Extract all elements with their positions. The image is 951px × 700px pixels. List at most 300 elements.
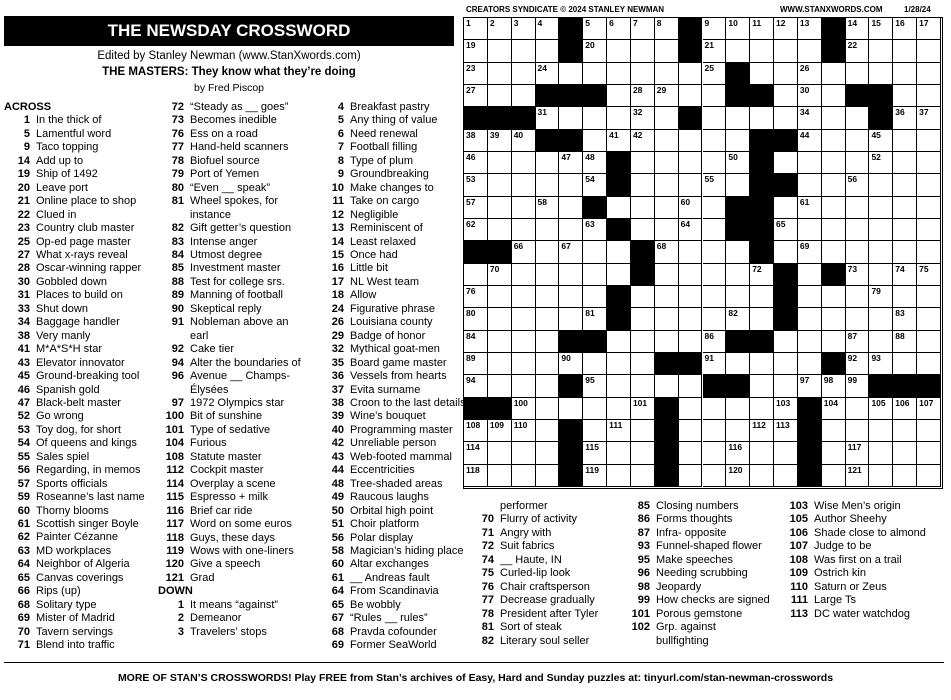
- grid-cell[interactable]: [488, 420, 512, 442]
- grid-cell[interactable]: [583, 219, 607, 241]
- grid-cell[interactable]: [655, 241, 679, 263]
- grid-cell[interactable]: [822, 420, 846, 442]
- grid-cell[interactable]: [822, 85, 846, 107]
- grid-cell[interactable]: [726, 241, 750, 263]
- grid-cell[interactable]: [917, 308, 941, 330]
- grid-cell[interactable]: [583, 465, 607, 487]
- grid-cell[interactable]: [536, 219, 560, 241]
- grid-cell[interactable]: [869, 420, 893, 442]
- grid-cell[interactable]: [774, 331, 798, 353]
- grid-cell[interactable]: [846, 264, 870, 286]
- grid-cell[interactable]: [488, 63, 512, 85]
- grid-cell[interactable]: [774, 353, 798, 375]
- grid-cell[interactable]: [703, 85, 727, 107]
- grid-cell[interactable]: [679, 308, 703, 330]
- grid-cell[interactable]: [631, 219, 655, 241]
- grid-cell[interactable]: [655, 18, 679, 40]
- grid-cell[interactable]: [655, 63, 679, 85]
- grid-cell[interactable]: [774, 219, 798, 241]
- grid-cell[interactable]: [488, 308, 512, 330]
- grid-cell[interactable]: [774, 107, 798, 129]
- grid-cell[interactable]: [798, 152, 822, 174]
- grid-cell[interactable]: [798, 286, 822, 308]
- grid-cell[interactable]: [774, 197, 798, 219]
- grid-cell[interactable]: [893, 63, 917, 85]
- grid-cell[interactable]: [512, 331, 536, 353]
- grid-cell[interactable]: [846, 18, 870, 40]
- grid-cell[interactable]: [703, 174, 727, 196]
- grid-cell[interactable]: [631, 420, 655, 442]
- grid-cell[interactable]: [559, 398, 583, 420]
- grid-cell[interactable]: [917, 40, 941, 62]
- grid-cell[interactable]: [512, 286, 536, 308]
- grid-cell[interactable]: [655, 152, 679, 174]
- grid-cell[interactable]: [631, 398, 655, 420]
- grid-cell[interactable]: [917, 241, 941, 263]
- grid-cell[interactable]: [536, 264, 560, 286]
- grid-cell[interactable]: [559, 107, 583, 129]
- grid-cell[interactable]: [583, 40, 607, 62]
- grid-cell[interactable]: [846, 353, 870, 375]
- grid-cell[interactable]: [917, 63, 941, 85]
- grid-cell[interactable]: [798, 308, 822, 330]
- grid-cell[interactable]: [750, 40, 774, 62]
- grid-cell[interactable]: [917, 331, 941, 353]
- grid-cell[interactable]: [536, 197, 560, 219]
- grid-cell[interactable]: [750, 398, 774, 420]
- grid-cell[interactable]: [917, 174, 941, 196]
- grid-cell[interactable]: [679, 420, 703, 442]
- grid-cell[interactable]: [822, 286, 846, 308]
- grid-cell[interactable]: [583, 174, 607, 196]
- grid-cell[interactable]: [655, 107, 679, 129]
- grid-cell[interactable]: [583, 420, 607, 442]
- grid-cell[interactable]: [774, 152, 798, 174]
- grid-cell[interactable]: [869, 130, 893, 152]
- grid-cell[interactable]: [679, 375, 703, 397]
- grid-cell[interactable]: [679, 286, 703, 308]
- grid-cell[interactable]: [536, 286, 560, 308]
- grid-cell[interactable]: [846, 398, 870, 420]
- grid-cell[interactable]: [798, 264, 822, 286]
- grid-cell[interactable]: [798, 375, 822, 397]
- grid-cell[interactable]: [917, 442, 941, 464]
- grid-cell[interactable]: [536, 442, 560, 464]
- grid-cell[interactable]: [869, 219, 893, 241]
- grid-cell[interactable]: [488, 264, 512, 286]
- grid-cell[interactable]: [774, 63, 798, 85]
- grid-cell[interactable]: [822, 465, 846, 487]
- grid-cell[interactable]: [893, 241, 917, 263]
- grid-cell[interactable]: [536, 241, 560, 263]
- grid-cell[interactable]: [726, 420, 750, 442]
- grid-cell[interactable]: [559, 174, 583, 196]
- grid-cell[interactable]: [631, 18, 655, 40]
- grid-cell[interactable]: [464, 40, 488, 62]
- grid-cell[interactable]: [655, 286, 679, 308]
- grid-cell[interactable]: [798, 174, 822, 196]
- grid-cell[interactable]: [750, 420, 774, 442]
- grid-cell[interactable]: [679, 219, 703, 241]
- grid-cell[interactable]: [846, 197, 870, 219]
- grid-cell[interactable]: [559, 152, 583, 174]
- grid-cell[interactable]: [464, 18, 488, 40]
- grid-cell[interactable]: [583, 442, 607, 464]
- grid-cell[interactable]: [893, 331, 917, 353]
- grid-cell[interactable]: [559, 286, 583, 308]
- grid-cell[interactable]: [679, 152, 703, 174]
- grid-cell[interactable]: [679, 331, 703, 353]
- grid-cell[interactable]: [703, 442, 727, 464]
- grid-cell[interactable]: [846, 308, 870, 330]
- grid-cell[interactable]: [583, 353, 607, 375]
- grid-cell[interactable]: [631, 331, 655, 353]
- grid-cell[interactable]: [631, 465, 655, 487]
- grid-cell[interactable]: [869, 241, 893, 263]
- grid-cell[interactable]: [917, 219, 941, 241]
- grid-cell[interactable]: [869, 442, 893, 464]
- grid-cell[interactable]: [703, 107, 727, 129]
- grid-cell[interactable]: [536, 420, 560, 442]
- grid-cell[interactable]: [798, 130, 822, 152]
- grid-cell[interactable]: [917, 398, 941, 420]
- grid-cell[interactable]: [750, 107, 774, 129]
- grid-cell[interactable]: [846, 107, 870, 129]
- grid-cell[interactable]: [774, 398, 798, 420]
- grid-cell[interactable]: [655, 197, 679, 219]
- grid-cell[interactable]: [512, 442, 536, 464]
- grid-cell[interactable]: [583, 286, 607, 308]
- grid-cell[interactable]: [869, 197, 893, 219]
- grid-cell[interactable]: [893, 107, 917, 129]
- grid-cell[interactable]: [846, 174, 870, 196]
- grid-cell[interactable]: [750, 353, 774, 375]
- grid-cell[interactable]: [798, 219, 822, 241]
- grid-cell[interactable]: [679, 197, 703, 219]
- grid-cell[interactable]: [917, 197, 941, 219]
- grid-cell[interactable]: [750, 63, 774, 85]
- grid-cell[interactable]: [893, 308, 917, 330]
- grid-cell[interactable]: [846, 63, 870, 85]
- grid-cell[interactable]: [655, 40, 679, 62]
- grid-cell[interactable]: [631, 107, 655, 129]
- grid-cell[interactable]: [703, 420, 727, 442]
- grid-cell[interactable]: [512, 308, 536, 330]
- grid-cell[interactable]: [893, 465, 917, 487]
- grid-cell[interactable]: [846, 375, 870, 397]
- grid-cell[interactable]: [512, 40, 536, 62]
- grid-cell[interactable]: [917, 420, 941, 442]
- grid-cell[interactable]: [822, 63, 846, 85]
- grid-cell[interactable]: [774, 18, 798, 40]
- grid-cell[interactable]: [679, 85, 703, 107]
- grid-cell[interactable]: [917, 85, 941, 107]
- grid-cell[interactable]: [703, 130, 727, 152]
- grid-cell[interactable]: [607, 442, 631, 464]
- grid-cell[interactable]: [893, 442, 917, 464]
- grid-cell[interactable]: [917, 286, 941, 308]
- grid-cell[interactable]: [750, 286, 774, 308]
- grid-cell[interactable]: [488, 286, 512, 308]
- grid-cell[interactable]: [631, 286, 655, 308]
- grid-cell[interactable]: [846, 152, 870, 174]
- grid-cell[interactable]: [607, 18, 631, 40]
- grid-cell[interactable]: [655, 130, 679, 152]
- grid-cell[interactable]: [822, 152, 846, 174]
- grid-cell[interactable]: [559, 241, 583, 263]
- grid-cell[interactable]: [869, 40, 893, 62]
- grid-cell[interactable]: [583, 241, 607, 263]
- grid-cell[interactable]: [536, 174, 560, 196]
- grid-cell[interactable]: [750, 18, 774, 40]
- grid-cell[interactable]: [703, 308, 727, 330]
- grid-cell[interactable]: [822, 331, 846, 353]
- grid-cell[interactable]: [750, 375, 774, 397]
- grid-cell[interactable]: [893, 420, 917, 442]
- grid-cell[interactable]: [536, 398, 560, 420]
- grid-cell[interactable]: [488, 442, 512, 464]
- grid-cell[interactable]: [703, 152, 727, 174]
- grid-cell[interactable]: [774, 420, 798, 442]
- grid-cell[interactable]: [703, 465, 727, 487]
- grid-cell[interactable]: [726, 40, 750, 62]
- grid-cell[interactable]: [726, 398, 750, 420]
- grid-cell[interactable]: [893, 130, 917, 152]
- grid-cell[interactable]: [607, 420, 631, 442]
- grid-cell[interactable]: [583, 130, 607, 152]
- grid-cell[interactable]: [774, 442, 798, 464]
- grid-cell[interactable]: [846, 130, 870, 152]
- grid-cell[interactable]: [512, 174, 536, 196]
- grid-cell[interactable]: [917, 130, 941, 152]
- grid-cell[interactable]: [893, 264, 917, 286]
- grid-cell[interactable]: [869, 18, 893, 40]
- grid-cell[interactable]: [583, 264, 607, 286]
- grid-cell[interactable]: [679, 174, 703, 196]
- grid-cell[interactable]: [703, 241, 727, 263]
- grid-cell[interactable]: [655, 174, 679, 196]
- grid-cell[interactable]: [559, 353, 583, 375]
- grid-cell[interactable]: [703, 331, 727, 353]
- grid-cell[interactable]: [679, 63, 703, 85]
- grid-cell[interactable]: [488, 152, 512, 174]
- grid-cell[interactable]: [893, 40, 917, 62]
- grid-cell[interactable]: [869, 398, 893, 420]
- grid-cell[interactable]: [631, 308, 655, 330]
- grid-cell[interactable]: [488, 465, 512, 487]
- grid-cell[interactable]: [798, 85, 822, 107]
- grid-cell[interactable]: [631, 375, 655, 397]
- grid-cell[interactable]: [774, 40, 798, 62]
- grid-cell[interactable]: [559, 308, 583, 330]
- grid-cell[interactable]: [607, 40, 631, 62]
- grid-cell[interactable]: [869, 286, 893, 308]
- grid-cell[interactable]: [893, 197, 917, 219]
- grid-cell[interactable]: [703, 197, 727, 219]
- grid-cell[interactable]: [607, 85, 631, 107]
- grid-cell[interactable]: [631, 442, 655, 464]
- grid-cell[interactable]: [917, 107, 941, 129]
- grid-cell[interactable]: [631, 40, 655, 62]
- grid-cell[interactable]: [822, 375, 846, 397]
- grid-cell[interactable]: [607, 130, 631, 152]
- grid-cell[interactable]: [846, 465, 870, 487]
- grid-cell[interactable]: [655, 331, 679, 353]
- grid-cell[interactable]: [726, 107, 750, 129]
- grid-cell[interactable]: [607, 398, 631, 420]
- grid-cell[interactable]: [607, 241, 631, 263]
- grid-cell[interactable]: [536, 375, 560, 397]
- grid-cell[interactable]: [679, 264, 703, 286]
- grid-cell[interactable]: [607, 353, 631, 375]
- grid-cell[interactable]: [750, 264, 774, 286]
- grid-cell[interactable]: [726, 308, 750, 330]
- grid-cell[interactable]: [869, 63, 893, 85]
- grid-cell[interactable]: [750, 442, 774, 464]
- grid-cell[interactable]: [726, 286, 750, 308]
- grid-cell[interactable]: [488, 174, 512, 196]
- grid-cell[interactable]: [536, 353, 560, 375]
- grid-cell[interactable]: [559, 219, 583, 241]
- grid-cell[interactable]: [869, 264, 893, 286]
- grid-cell[interactable]: [798, 18, 822, 40]
- grid-cell[interactable]: [607, 63, 631, 85]
- grid-cell[interactable]: [846, 241, 870, 263]
- grid-cell[interactable]: [536, 63, 560, 85]
- grid-cell[interactable]: [822, 197, 846, 219]
- grid-cell[interactable]: [726, 264, 750, 286]
- grid-cell[interactable]: [726, 442, 750, 464]
- grid-cell[interactable]: [512, 375, 536, 397]
- grid-cell[interactable]: [893, 353, 917, 375]
- grid-cell[interactable]: [607, 197, 631, 219]
- grid-cell[interactable]: [822, 219, 846, 241]
- grid-cell[interactable]: [774, 375, 798, 397]
- grid-cell[interactable]: [893, 18, 917, 40]
- grid-cell[interactable]: [655, 308, 679, 330]
- grid-cell[interactable]: [726, 174, 750, 196]
- grid-cell[interactable]: [703, 353, 727, 375]
- grid-cell[interactable]: [798, 331, 822, 353]
- grid-cell[interactable]: [536, 465, 560, 487]
- grid-cell[interactable]: [893, 152, 917, 174]
- grid-cell[interactable]: [607, 465, 631, 487]
- grid-cell[interactable]: [869, 353, 893, 375]
- grid-cell[interactable]: [488, 197, 512, 219]
- grid-cell[interactable]: [798, 40, 822, 62]
- grid-cell[interactable]: [822, 174, 846, 196]
- grid-cell[interactable]: [703, 286, 727, 308]
- grid-cell[interactable]: [703, 398, 727, 420]
- grid-cell[interactable]: [536, 107, 560, 129]
- grid-cell[interactable]: [488, 331, 512, 353]
- grid-cell[interactable]: [631, 63, 655, 85]
- grid-cell[interactable]: [583, 398, 607, 420]
- grid-cell[interactable]: [726, 152, 750, 174]
- grid-cell[interactable]: [703, 18, 727, 40]
- grid-cell[interactable]: [655, 219, 679, 241]
- grid-cell[interactable]: [536, 331, 560, 353]
- grid-cell[interactable]: [822, 308, 846, 330]
- grid-cell[interactable]: [774, 241, 798, 263]
- grid-cell[interactable]: [512, 420, 536, 442]
- grid-cell[interactable]: [822, 130, 846, 152]
- grid-cell[interactable]: [774, 465, 798, 487]
- grid-cell[interactable]: [607, 107, 631, 129]
- grid-cell[interactable]: [512, 264, 536, 286]
- grid-cell[interactable]: [798, 197, 822, 219]
- grid-cell[interactable]: [917, 264, 941, 286]
- grid-cell[interactable]: [512, 63, 536, 85]
- grid-cell[interactable]: [488, 130, 512, 152]
- grid-cell[interactable]: [655, 264, 679, 286]
- grid-cell[interactable]: [703, 264, 727, 286]
- grid-cell[interactable]: [750, 308, 774, 330]
- grid-cell[interactable]: [917, 353, 941, 375]
- grid-cell[interactable]: [798, 107, 822, 129]
- grid-cell[interactable]: [583, 152, 607, 174]
- grid-cell[interactable]: [512, 398, 536, 420]
- grid-cell[interactable]: [703, 219, 727, 241]
- grid-cell[interactable]: [512, 465, 536, 487]
- grid-cell[interactable]: [488, 375, 512, 397]
- grid-cell[interactable]: [631, 353, 655, 375]
- grid-cell[interactable]: [679, 130, 703, 152]
- grid-cell[interactable]: [631, 197, 655, 219]
- grid-cell[interactable]: [726, 130, 750, 152]
- grid-cell[interactable]: [512, 152, 536, 174]
- grid-cell[interactable]: [798, 353, 822, 375]
- grid-cell[interactable]: [893, 219, 917, 241]
- grid-cell[interactable]: [536, 308, 560, 330]
- grid-cell[interactable]: [822, 241, 846, 263]
- grid-cell[interactable]: [703, 40, 727, 62]
- grid-cell[interactable]: [536, 18, 560, 40]
- grid-cell[interactable]: [917, 18, 941, 40]
- grid-cell[interactable]: [846, 219, 870, 241]
- grid-cell[interactable]: [559, 197, 583, 219]
- grid-cell[interactable]: [893, 174, 917, 196]
- grid-cell[interactable]: [631, 130, 655, 152]
- grid-cell[interactable]: [512, 18, 536, 40]
- grid-cell[interactable]: [488, 18, 512, 40]
- grid-cell[interactable]: [750, 465, 774, 487]
- grid-cell[interactable]: [631, 85, 655, 107]
- grid-cell[interactable]: [583, 18, 607, 40]
- grid-cell[interactable]: [559, 63, 583, 85]
- grid-cell[interactable]: [893, 286, 917, 308]
- grid-cell[interactable]: [679, 241, 703, 263]
- grid-cell[interactable]: [655, 85, 679, 107]
- grid-cell[interactable]: [631, 152, 655, 174]
- grid-cell[interactable]: [512, 353, 536, 375]
- grid-cell[interactable]: [822, 107, 846, 129]
- grid-cell[interactable]: [679, 398, 703, 420]
- grid-cell[interactable]: [512, 197, 536, 219]
- grid-cell[interactable]: [679, 465, 703, 487]
- grid-cell[interactable]: [726, 18, 750, 40]
- grid-cell[interactable]: [869, 152, 893, 174]
- grid-cell[interactable]: [869, 174, 893, 196]
- grid-cell[interactable]: [559, 264, 583, 286]
- grid-cell[interactable]: [583, 308, 607, 330]
- grid-cell[interactable]: [536, 40, 560, 62]
- grid-cell[interactable]: [512, 219, 536, 241]
- grid-cell[interactable]: [869, 465, 893, 487]
- grid-cell[interactable]: [846, 331, 870, 353]
- grid-cell[interactable]: [607, 375, 631, 397]
- grid-cell[interactable]: [655, 375, 679, 397]
